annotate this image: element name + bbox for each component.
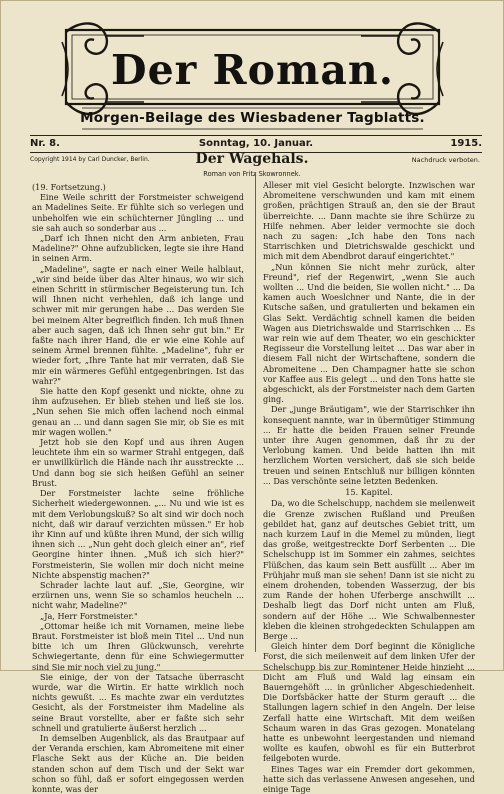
paragraph: In demselben Augenblick, als das Brautpaar auf der Veranda erschien, kam Abromeitene mit einer Flasche Sekt aus der Küche an. Die beiden standen schon auf dem Tisch und der Sekt war schon so fühl, daß er sofort eingegossen werden konnte, was der <box>32 732 244 794</box>
paragraph: „Ottomar heiße ich mit Vornamen, meine liebe Braut. Forstmeister ist bloß mein Titel ... Und nun bitte ich um Ihren Glückwunsch, verehrte Schwiegertante, denn für eine Schwiegermutter sind Sie mir noch viel zu jung." <box>32 620 244 672</box>
text-column-left <box>32 170 244 794</box>
paragraph: Schrader lachte laut auf. „Sie, Georgine, wir erzürnen uns, wenn Sie so schamlos heucheln ... nicht wahr, Madeline?" <box>32 579 244 611</box>
paragraph: Gleich hinter dem Dorf beginnt die Königliche Forst, die sich meilenweit auf dem linken Ufer der Schelschupp bis zur Romintener Heide hinzieht ... Dicht am Fluß und Wald lag einsam ein Bauerngehöft ... in grünlicher Abgeschiedenheit. Die Dorfsbäcker hatte der Sturm gerauft ... die Stallungen lagern schief in den Angeln. Der leise Zerfall hatte eine Wirtschaft. Mit dem weißen Schaum waren in das Gras gezogen. Monatelang hatte es unbewohnt leergestanden und niemand wollte es kaufen, obwohl es für ein Butterbrot feilgeboten wurde. <box>263 641 475 764</box>
paragraph: Alleser mit viel Gesicht belorgte. Inzwischen war Abromeitene verschwunden und kam mit einem großen, prächtigen Strauß an, den sie der Braut überreichte. ... Dann machte sie ihre Schürze zu Hilfe nehmen. Aber leider vermochte sie doch nach zu sagen: „Ich habe den Tons nach Starrischken und Dietrichswalde geschickt und mich mit dem Abendbrot darauf eingerichtet." <box>263 180 475 262</box>
paragraph: Der Forstmeister lachte seine fröhliche Sicherheit wiedergewonnen. „... Nu und wie ist es mit dem Verlobungskuß? So alt sind wir doch noch nicht, daß wir darauf verzichten müssen." Er hob ihr Kinn auf und küßte ihren Mund, der sich willig ihnen sich ... „Nun geht doch gleich einer an", rief Georgine hinter ihnen. „Muß ich sich hier?" Forstmeisterin, Sie wollen mir doch nicht meine Nichte abspenstig machen?" <box>32 488 244 580</box>
paragraph: Eines Tages war ein Fremder dort gekommen, hatte sich das verlassene Anwesen angesehen, und einige Tage <box>263 763 475 794</box>
paragraph: „Madeline", sagte er nach einer Weile halblaut, „wir sind beide über das Alter hinaus, wo wir sich einen Schritt in stürmischer Begeisterung tun. Ich will Ihnen nicht verhehlen, daß ich lange und schwer mit mir gerungen habe ... Das werden Sie bei meinem Alter begreiflich finden. Ich muß Ihnen aber auch sagen, daß ich Ihnen sehr gut bin." Er faßte nach ihrer Hand, die er wie eine Kohle auf seinem Ärmel brennen fühlte. „Madeline", fuhr er wieder fort, „Ihre Tante hat mir verraten, daß Sie mir ein wärmeres Gefühl entgegenbringen. Ist das wahr?" <box>32 263 244 386</box>
paragraph: Eine Weile schritt der Forstmeister schweigend an Madelines Seite. Er fühlte sich so verlegen und unbeholfen wie ein schüchterner Jüngling ... und sie sah auch so sonderbar aus ... <box>32 192 244 233</box>
issue-bar-top-rule <box>30 135 482 136</box>
paragraph: „Nun können Sie nicht mehr zurück, alter Freund", rief der Regenwirt, „wenn Sie auch wollten ... Und die beiden, Sie wollen nicht." ... Da kamen auch Woeslchner und Nante, die in der Kutsche saßen, und gratulierten und bekamen ein Glas Sekt. Verdächtig schnell kamen die beiden Wagen aus Dietrichswalde und Starrischken ... Es war rein wie auf dem Theater, wo ein geschickter Regisseur die Vorstellung leitet ... Das war aber in diesem Fall nicht der Wirtschaftene, sondern die Abromeitene ... Den Champagner hatte sie schon vor Kaffee aus Eis gelegt ... und den Tons hatte sie abgeschickt, als der Forstmeister nach dem Garten ging. <box>263 261 475 405</box>
paragraph: (19. Fortsetzung.) <box>32 182 106 192</box>
publication-title: Der Roman. <box>111 46 394 94</box>
chapter-heading: 15. Kapitel. <box>345 487 393 498</box>
issue-bar <box>30 138 482 152</box>
reprint-notice: Nachdruck verboten. <box>411 156 480 164</box>
paragraph: Da, wo die Schelschupp, nachdem sie meilenweit die Grenze zwischen Rußland und Preußen gebildet hat, ganz auf deutsches Gebiet tritt, um nach kurzem Lauf in die Memel zu münden, liegt das große, weitgestreckte Dorf Serbenten ... Die Schelschupp ist im Sommer ein zahmes, seichtes Flüßchen, das kaum sein Bett ausfüllt ... Aber im Frühjahr muß man sie sehen! Dann ist sie nicht zu einem drohenden, tobenden Wasserzug, der bis zum Rande der hohen Uferberge anschwillt ... Deshalb liegt das Dorf nicht unten am Fluß, sondern auf der Höhe ... Wie Schwalbennester kleben die kleinen strohgedeckten Schulappen am Berge ... <box>263 498 475 641</box>
publication-subtitle: Morgen-Beilage des Wiesbadener Tagblatts. <box>80 110 425 126</box>
masthead <box>60 22 445 132</box>
issue-date: Sonntag, 10. Januar. <box>198 138 314 149</box>
paragraph: Der „junge Bräutigam", wie der Starrischker ihn konsequent nannte, war in übermütiger Stimmung ... Er hatte die beiden Frauen seiner Freunde unter ihre Augen genommen, daß ihr zu der Verlobung kamen. Und beide hatten ihn mit herzlichem Worten versichert, daß sie sich beide treuen und seinen Entschluß nur billigen könnten ... Das verschönte seine letzten Bedenken. <box>263 404 475 486</box>
paragraph: „Darf ich Ihnen nicht den Arm anbieten, Frau Madeline?" Ohne aufzublicken, legte sie ihre Hand in seinen Arm. <box>32 233 244 264</box>
paragraph: Sie hatte den Kopf gesenkt und nickte, ohne zu ihm aufzusehen. Er blieb stehen und ließ sie los. „Nun sehen Sie mich offen lachend noch einmal genau an ... und dann sagen Sie mir, ob Sie es mit mir wagen wollen." <box>32 386 244 437</box>
paragraph: „Ja, Herr Forstmeister." <box>40 610 138 621</box>
issue-number: Nr. 8. <box>30 138 60 149</box>
paragraph: Jetzt hob sie den Kopf und aus ihren Augen leuchtete ihm ein so warmer Strahl entgegen, daß er unwillkürlich die Hände nach ihr ausstreckte ... Und dann bog sie sich heißen Gefühl an seiner Brust. <box>32 437 244 488</box>
story-title: Der Wagehals. <box>195 151 309 167</box>
copyright-notice: Copyright 1914 by Carl Duncker, Berlin. <box>30 156 150 163</box>
paragraph: Sie einige, der von der Tatsache überrascht wurde, war die Wirtin. Er hatte wirklich noch nichts gewußt. ... Es machte zwar ein verdutztes Gesicht, als der Forstmeister ihm Madeline als seine Braut vorstellte, aber er faßte sich sehr schnell und gratulierte äußerst herzlich ... <box>32 671 244 733</box>
column-divider <box>255 172 256 652</box>
text-column-right <box>263 180 475 794</box>
story-byline: Roman von Fritz Skowronnek. <box>203 170 301 178</box>
issue-year: 1915. <box>450 138 482 149</box>
